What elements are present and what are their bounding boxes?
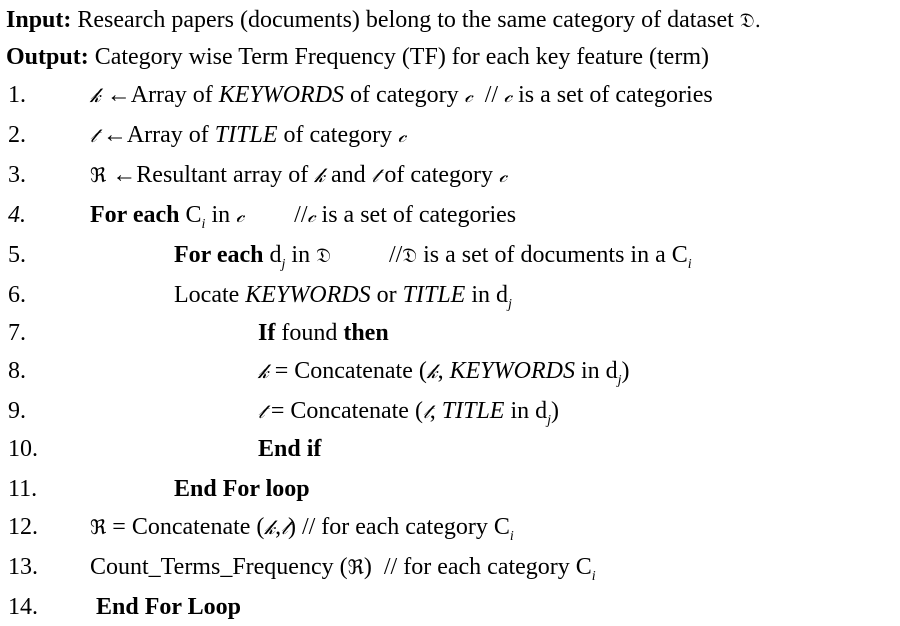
subscript: i [591, 568, 596, 584]
line-content [90, 510, 514, 554]
algorithm-line-6 [0, 278, 900, 312]
keyword-end-if: End if [258, 436, 322, 462]
text: = Concatenate ( [268, 358, 427, 384]
output-label: Output: [6, 44, 89, 70]
title-symbol: 𝓉 [371, 163, 379, 187]
comment-text: is a set of categories [315, 202, 517, 228]
keywords-term: KEYWORDS [218, 82, 345, 108]
line-number: 14. [8, 594, 38, 620]
text: ) // for each category C [363, 554, 592, 580]
text: Array of [130, 82, 219, 108]
keyword-for-each: For each [174, 242, 264, 268]
line-content [258, 316, 389, 350]
line-content [258, 354, 630, 398]
text: found [275, 320, 344, 346]
result-symbol: ℜ [347, 555, 364, 579]
category-symbol: 𝒸 [499, 163, 508, 187]
algorithm-line-8 [0, 354, 900, 388]
output-text: Category wise Term Frequency (TF) for each key feature (term) [94, 44, 709, 70]
text: Array of [126, 122, 215, 148]
algorithm-line-14 [0, 590, 900, 624]
line-content [174, 472, 310, 506]
line-number: 9. [8, 398, 26, 424]
title-symbol: 𝓉 [281, 515, 288, 539]
text: , [275, 514, 282, 540]
text: in d [465, 282, 509, 308]
keywords-term: KEYWORDS [449, 358, 575, 384]
subscript: i [687, 256, 692, 272]
line-number: 8. [8, 358, 26, 384]
comment-marker: // [388, 242, 403, 268]
input-line [6, 3, 761, 37]
input-text: Research papers (documents) belong to the same category of dataset [77, 7, 734, 33]
arrow: ← [102, 122, 127, 148]
algorithm-line-11 [0, 472, 900, 506]
line-content [96, 590, 241, 624]
line-content [90, 158, 507, 192]
line-number: 2. [8, 122, 26, 148]
text: , [437, 358, 450, 384]
text: of category [277, 122, 399, 148]
line-number: 11. [8, 476, 38, 502]
line-number: 7. [8, 320, 26, 346]
comment-marker: // [294, 202, 308, 228]
line-content [90, 550, 596, 594]
arrow: ← [106, 82, 131, 108]
dataset-symbol: 𝔇 [402, 243, 418, 267]
text: in [205, 202, 237, 228]
text: of category [378, 162, 500, 188]
input-label: Input: [6, 7, 72, 33]
result-symbol: ℜ [90, 163, 107, 187]
text: and [324, 162, 372, 188]
line-content [174, 238, 692, 282]
category-symbol: 𝒸 [464, 83, 473, 107]
comment-text: is a set of documents in a C [417, 242, 688, 268]
algorithm-line-1 [0, 78, 900, 112]
keyword-if: If [258, 320, 276, 346]
text: Resultant array of [136, 162, 315, 188]
text: , [429, 398, 442, 424]
text: in d [574, 358, 618, 384]
keywords-symbol: 𝓀 [258, 359, 269, 383]
line-content [90, 78, 713, 112]
line-number: 12. [8, 514, 38, 540]
line-content [90, 198, 516, 242]
line-number: 3. [8, 162, 26, 188]
title-term: TITLE [402, 282, 466, 308]
algorithm-line-5 [0, 238, 900, 272]
result-symbol: ℜ [90, 515, 107, 539]
subscript: i [201, 216, 206, 232]
algorithm-line-9 [0, 394, 900, 428]
comment-marker: // [472, 82, 505, 108]
text: C [179, 202, 202, 228]
line-number: 6. [8, 282, 26, 308]
line-number: 10. [8, 436, 38, 462]
text: ) // for each category C [287, 514, 510, 540]
title-term: TITLE [441, 398, 505, 424]
output-line [6, 40, 709, 74]
keywords-symbol: 𝓀 [426, 359, 438, 383]
line-number: 5. [8, 242, 26, 268]
subscript: j [617, 372, 622, 388]
category-symbol: 𝒸 [236, 203, 245, 227]
subscript: i [509, 528, 514, 544]
algorithm-line-12 [0, 510, 900, 544]
algorithm-line-10 [0, 432, 900, 466]
category-symbol: 𝒸 [504, 83, 513, 107]
category-symbol: 𝒸 [398, 123, 407, 147]
dataset-symbol: 𝔇. [739, 8, 761, 32]
line-content [258, 432, 321, 466]
text: of category [344, 82, 465, 108]
text: = Concatenate ( [264, 398, 423, 424]
line-number: 13. [8, 554, 38, 580]
keywords-symbol: 𝓀 [90, 83, 101, 107]
algorithm-line-13 [0, 550, 900, 584]
text: in [285, 242, 317, 268]
text: Locate [174, 282, 246, 308]
title-term: TITLE [214, 122, 278, 148]
keyword-then: then [343, 320, 389, 346]
keywords-symbol: 𝓀 [314, 163, 325, 187]
comment-text: is a set of categories [512, 82, 713, 108]
text: ) [551, 398, 560, 424]
keyword-end-for-loop: End For Loop [96, 594, 241, 620]
keyword-for-each: For each [90, 202, 180, 228]
text: or [370, 282, 403, 308]
text: Count_Terms_Frequency ( [90, 554, 348, 580]
subscript: j [547, 412, 552, 428]
text: = Concatenate ( [106, 514, 265, 540]
algorithm-line-3 [0, 158, 900, 192]
arrow: ← [112, 162, 137, 188]
keywords-symbol: 𝓀 [264, 515, 276, 539]
text: ) [621, 358, 630, 384]
algorithm-line-7 [0, 316, 900, 350]
algorithm-line-4 [0, 198, 900, 232]
text: in d [504, 398, 548, 424]
title-symbol: 𝓉 [90, 123, 97, 147]
algorithm-line-2 [0, 118, 900, 152]
keywords-term: KEYWORDS [245, 282, 371, 308]
subscript: j [281, 256, 286, 272]
keyword-end-for-loop: End For loop [174, 476, 310, 502]
subscript: j [508, 296, 512, 312]
line-number: 4. [8, 202, 26, 228]
title-symbol: 𝓉 [258, 399, 265, 423]
category-symbol: 𝒸 [307, 203, 316, 227]
line-number: 1. [8, 82, 26, 108]
title-symbol: 𝓉 [422, 399, 430, 423]
dataset-symbol: 𝔇 [316, 243, 331, 267]
line-content [90, 118, 406, 152]
text: d [263, 242, 282, 268]
